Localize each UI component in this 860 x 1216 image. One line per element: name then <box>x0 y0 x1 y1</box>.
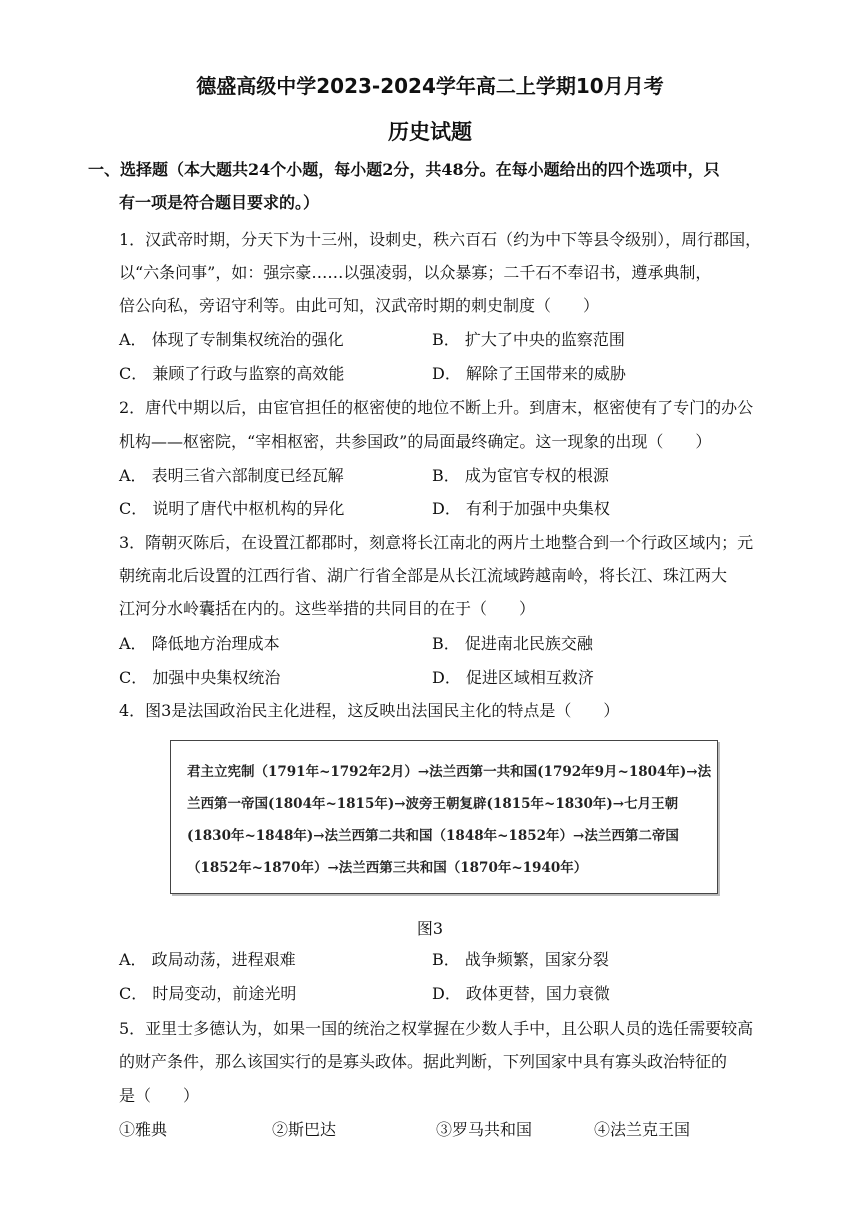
exam-title: 德盛高级中学2023-2024学年高二上学期10月月考 <box>196 74 664 98</box>
q1-option-a: A． 体现了专制集权统治的强化 <box>119 330 344 349</box>
q3-option-c: C． 加强中央集权统治 <box>119 668 281 687</box>
q1-stem-line-1: 1．汉武帝时期，分天下为十三州，设刺史，秩六百石（约为中下等县令级别），周行郡国， <box>119 230 762 249</box>
q3-option-b: B． 促进南北民族交融 <box>432 634 593 653</box>
section-heading-line-1: 一、选择题（本大题共24个小题，每小题2分，共48分。在每小题给出的四个选项中，只 <box>88 160 720 179</box>
q3-stem-line-2: 朝统南北后设置的江西行省、湖广行省全部是从长江流域跨越南岭，将长江、珠江两大 <box>119 566 728 585</box>
figure-line-4: （1852年~1870年）→法兰西第三共和国（1870年~1940年） <box>187 860 588 876</box>
figure-3-box <box>170 740 718 894</box>
q2-option-c: C． 说明了唐代中枢机构的异化 <box>119 499 345 518</box>
q5-stem-line-1: 5．亚里士多德认为，如果一国的统治之权掌握在少数人手中，且公职人员的选任需要较高 <box>119 1019 754 1038</box>
q4-stem-line-1: 4．图3是法国政治民主化进程，这反映出法国民主化的特点是（ ） <box>119 701 620 720</box>
q5-item-1: ①雅典 <box>119 1120 168 1139</box>
q3-stem-line-3: 江河分水岭囊括在内的。这些举措的共同目的在于（ ） <box>119 599 536 618</box>
q3-option-d: D． 促进区域相互救济 <box>432 668 594 687</box>
q1-option-c: C． 兼顾了行政与监察的高效能 <box>119 364 345 383</box>
q1-stem-line-2: 以“六条问事”，如：强宗豪……以强凌弱，以众暴寡；二千石不奉诏书，遵承典制， <box>119 263 712 282</box>
q3-option-a: A． 降低地方治理成本 <box>119 634 280 653</box>
q1-stem-line-3: 倍公向私，旁诏守利等。由此可知，汉武帝时期的刺史制度（ ） <box>119 296 600 315</box>
q4-option-c: C． 时局变动，前途光明 <box>119 984 297 1003</box>
figure-line-1: 君主立宪制（1791年~1792年2月）→法兰西第一共和国(1792年9月~1804年)→法 <box>187 764 712 780</box>
q4-option-a: A． 政局动荡，进程艰难 <box>119 950 296 969</box>
figure-line-3: (1830年~1848年)→法兰西第二共和国（1848年~1852年）→法兰西第二帝国 <box>187 828 679 844</box>
q1-option-d: D． 解除了王国带来的威胁 <box>432 364 626 383</box>
q2-stem-line-2: 机构——枢密院，“宰相枢密，共参国政”的局面最终确定。这一现象的出现（ ） <box>119 432 712 451</box>
q4-option-b: B． 战争频繁，国家分裂 <box>432 950 609 969</box>
q1-option-b: B． 扩大了中央的监察范围 <box>432 330 625 349</box>
q5-stem-line-2: 的财产条件，那么该国实行的是寡头政体。据此判断，下列国家中具有寡头政治特征的 <box>119 1052 728 1071</box>
q5-item-3: ③罗马共和国 <box>436 1120 533 1139</box>
figure-caption: 图3 <box>416 919 444 938</box>
q5-stem-line-3: 是（ ） <box>119 1086 200 1105</box>
q3-stem-line-1: 3．隋朝灭陈后，在设置江都郡时，刻意将长江南北的两片土地整合到一个行政区域内；元 <box>119 533 754 552</box>
q4-option-d: D． 政体更替，国力衰微 <box>432 984 610 1003</box>
q2-option-a: A． 表明三省六部制度已经瓦解 <box>119 466 344 485</box>
q2-stem-line-1: 2．唐代中期以后，由宦官担任的枢密使的地位不断上升。到唐末，枢密使有了专门的办公 <box>119 398 754 417</box>
subject-title: 历史试题 <box>388 120 472 144</box>
q2-option-d: D． 有利于加强中央集权 <box>432 499 610 518</box>
q2-option-b: B． 成为宦官专权的根源 <box>432 466 609 485</box>
q5-item-2: ②斯巴达 <box>272 1120 337 1139</box>
q5-item-4: ④法兰克王国 <box>594 1120 691 1139</box>
section-heading-line-2: 有一项是符合题目要求的。） <box>119 193 320 212</box>
figure-line-2: 兰西第一帝国(1804年~1815年)→波旁王朝复辟(1815年~1830年)→七月王朝 <box>187 796 679 812</box>
